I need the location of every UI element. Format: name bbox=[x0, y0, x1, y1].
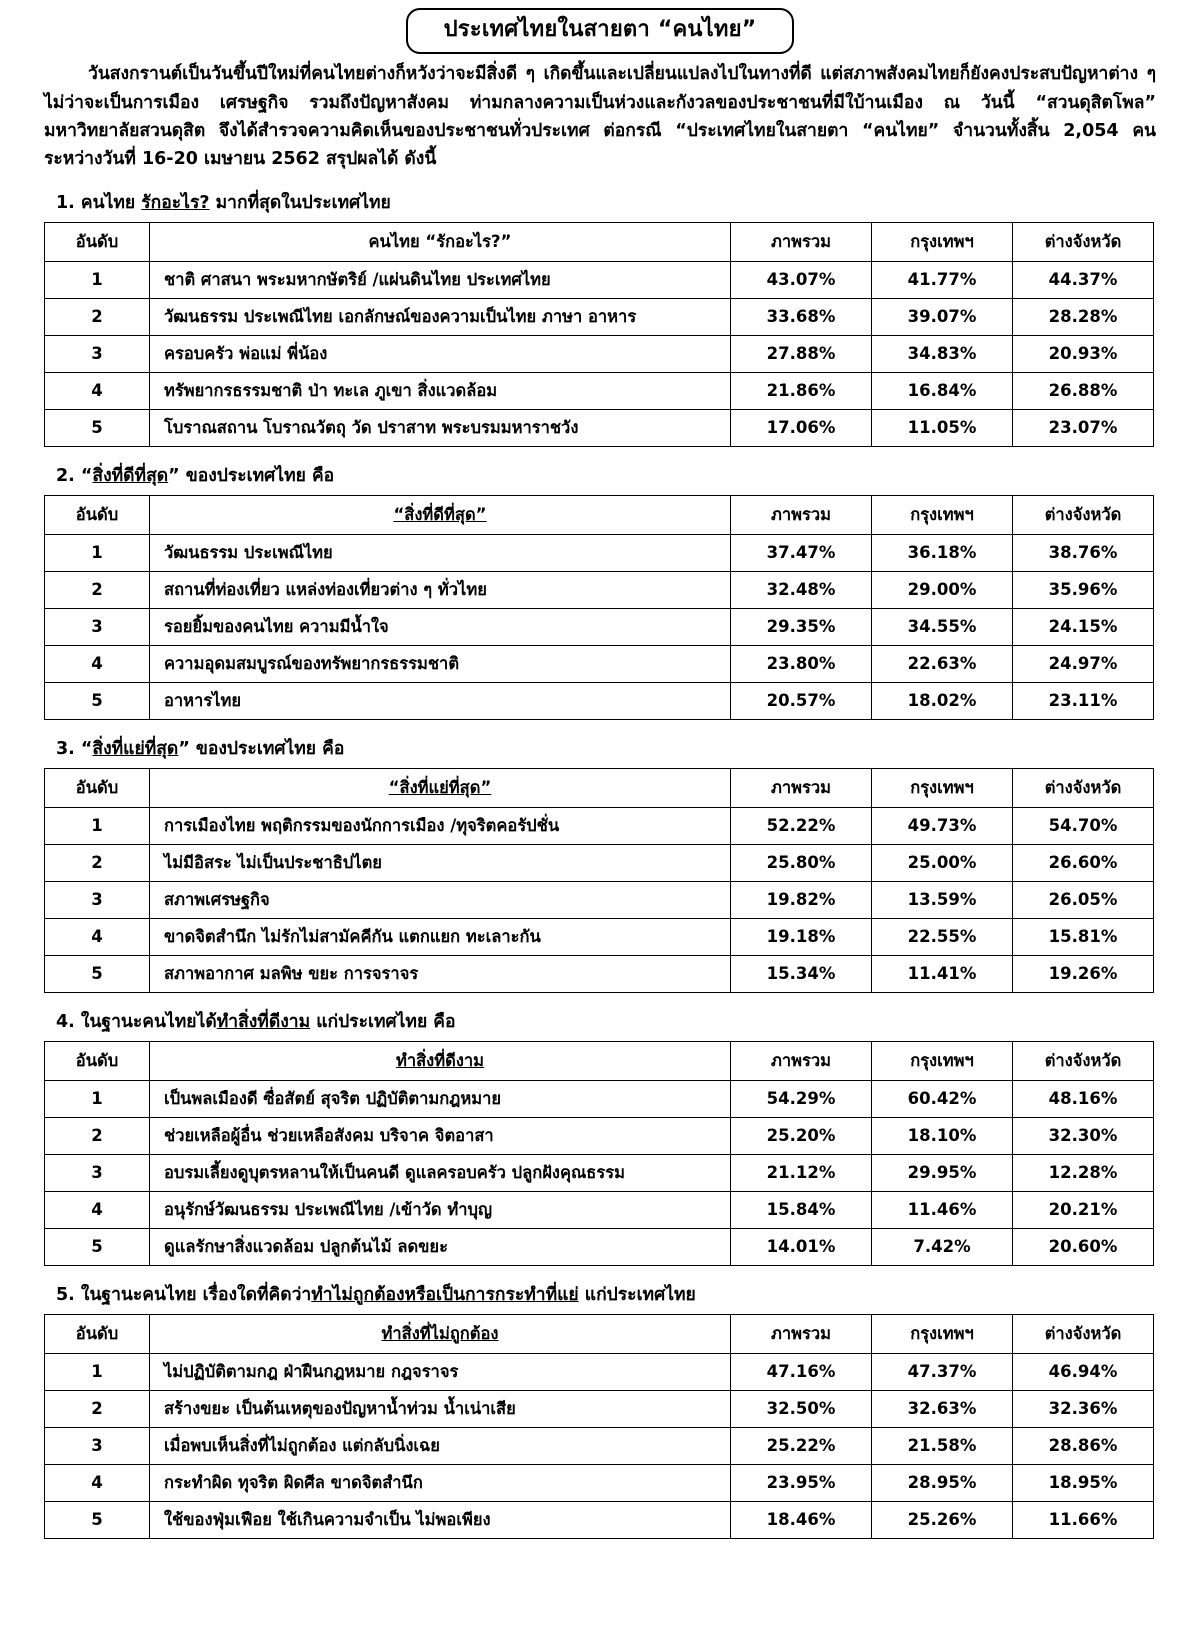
cell-provinces: 48.16% bbox=[1013, 1080, 1154, 1117]
cell-bangkok: 32.63% bbox=[872, 1390, 1013, 1427]
cell-overall: 32.48% bbox=[731, 571, 872, 608]
cell-provinces: 24.97% bbox=[1013, 645, 1154, 682]
cell-rank: 1 bbox=[45, 534, 150, 571]
cell-provinces: 26.60% bbox=[1013, 844, 1154, 881]
column-header-rank: อันดับ bbox=[45, 222, 150, 261]
cell-item: สภาพอากาศ มลพิษ ขยะ การจราจร bbox=[150, 955, 731, 992]
cell-provinces: 12.28% bbox=[1013, 1154, 1154, 1191]
cell-rank: 4 bbox=[45, 1464, 150, 1501]
column-header-rank: อันดับ bbox=[45, 495, 150, 534]
cell-provinces: 28.86% bbox=[1013, 1427, 1154, 1464]
cell-item: ไม่มีอิสระ ไม่เป็นประชาธิปไตย bbox=[150, 844, 731, 881]
cell-item: ดูแลรักษาสิ่งแวดล้อม ปลูกต้นไม้ ลดขยะ bbox=[150, 1228, 731, 1265]
cell-bangkok: 16.84% bbox=[872, 372, 1013, 409]
cell-overall: 17.06% bbox=[731, 409, 872, 446]
table-row bbox=[45, 372, 1154, 409]
cell-provinces: 19.26% bbox=[1013, 955, 1154, 992]
cell-rank: 5 bbox=[45, 1228, 150, 1265]
section-heading-prefix: 5. ในฐานะคนไทย เรื่องใดที่คิดว่า bbox=[56, 1284, 312, 1305]
table-row bbox=[45, 645, 1154, 682]
section-heading-keyword: ทำสิ่งที่ดีงาม bbox=[216, 1011, 311, 1032]
cell-bangkok: 11.46% bbox=[872, 1191, 1013, 1228]
section-heading-keyword: สิ่งที่ดีที่สุด bbox=[92, 465, 169, 486]
poll-table-2 bbox=[44, 495, 1154, 720]
cell-overall: 23.95% bbox=[731, 1464, 872, 1501]
cell-overall: 43.07% bbox=[731, 261, 872, 298]
cell-rank: 3 bbox=[45, 1154, 150, 1191]
intro-paragraph: วันสงกรานต์เป็นวันขึ้นปีใหม่ที่คนไทยต่างก็หวังว่าจะมีสิ่งดี ๆ เกิดขึ้นและเปลี่ยนแปลงไปในทางที่ดี แต่สภาพสังคมไทยก็ยังคงประสบปัญหาต่าง ๆ ไม่ว่าจะเป็นการเมือง เศรษฐกิจ รวมถึงปัญหาสังคม ท่ามกลางความเป็นห่วงและกังวลของประชาชนที่มีใบ้านเมือง ณ วันนี้ “สวนดุสิตโพล” มหาวิทยาลัยสวนดุสิต จึงได้สำรวจความคิดเห็นของประชาชนทั่วประเทศ ต่อกรณี “ประเทศไทยในสายตา “คนไทย” จำนวนทั้งสิ้น 2,054 คน ระหว่างวันที่ 16-20 เมษายน 2562 สรุปผลได้ ดังนี้ bbox=[44, 64, 1156, 170]
table-header-row bbox=[45, 1314, 1154, 1353]
cell-rank: 1 bbox=[45, 1080, 150, 1117]
cell-overall: 47.16% bbox=[731, 1353, 872, 1390]
table-row bbox=[45, 1390, 1154, 1427]
cell-overall: 21.86% bbox=[731, 372, 872, 409]
section-heading-keyword: ทำไม่ถูกต้องหรือเป็นการกระทำที่แย่ bbox=[311, 1284, 579, 1305]
section-heading-1 bbox=[56, 188, 1200, 216]
poll-table-5 bbox=[44, 1314, 1154, 1539]
cell-overall: 33.68% bbox=[731, 298, 872, 335]
cell-provinces: 38.76% bbox=[1013, 534, 1154, 571]
column-header-rank: อันดับ bbox=[45, 1314, 150, 1353]
table-row bbox=[45, 1353, 1154, 1390]
cell-rank: 4 bbox=[45, 645, 150, 682]
cell-rank: 5 bbox=[45, 1501, 150, 1538]
cell-item: กระทำผิด ทุจริต ผิดศีล ขาดจิตสำนึก bbox=[150, 1464, 731, 1501]
cell-item: ครอบครัว พ่อแม่ พี่น้อง bbox=[150, 335, 731, 372]
cell-provinces: 26.88% bbox=[1013, 372, 1154, 409]
table-row bbox=[45, 534, 1154, 571]
column-header-item: “สิ่งที่แย่ที่สุด” bbox=[150, 768, 731, 807]
cell-provinces: 32.36% bbox=[1013, 1390, 1154, 1427]
cell-rank: 1 bbox=[45, 261, 150, 298]
cell-item: ใช้ของฟุ่มเฟือย ใช้เกินความจำเป็น ไม่พอเพียง bbox=[150, 1501, 731, 1538]
table-row bbox=[45, 1427, 1154, 1464]
cell-overall: 25.80% bbox=[731, 844, 872, 881]
cell-item: ชาติ ศาสนา พระมหากษัตริย์ /แผ่นดินไทย ประเทศไทย bbox=[150, 261, 731, 298]
cell-rank: 2 bbox=[45, 844, 150, 881]
table-row bbox=[45, 844, 1154, 881]
section-heading-suffix: ” ของประเทศไทย คือ bbox=[178, 738, 345, 759]
column-header-item: คนไทย “รักอะไร?” bbox=[150, 222, 731, 261]
table-row bbox=[45, 409, 1154, 446]
cell-rank: 1 bbox=[45, 807, 150, 844]
poll-table-1 bbox=[44, 222, 1154, 447]
cell-item: ความอุดมสมบูรณ์ของทรัพยากรธรรมชาติ bbox=[150, 645, 731, 682]
table-row bbox=[45, 571, 1154, 608]
cell-overall: 25.20% bbox=[731, 1117, 872, 1154]
cell-bangkok: 49.73% bbox=[872, 807, 1013, 844]
table-row bbox=[45, 955, 1154, 992]
cell-rank: 3 bbox=[45, 335, 150, 372]
section-heading-prefix: 1. คนไทย bbox=[56, 192, 142, 213]
cell-overall: 14.01% bbox=[731, 1228, 872, 1265]
cell-bangkok: 7.42% bbox=[872, 1228, 1013, 1265]
cell-provinces: 18.95% bbox=[1013, 1464, 1154, 1501]
cell-overall: 19.18% bbox=[731, 918, 872, 955]
cell-item: อบรมเลี้ยงดูบุตรหลานให้เป็นคนดี ดูแลครอบครัว ปลูกฝังคุณธรรม bbox=[150, 1154, 731, 1191]
section-heading-2 bbox=[56, 461, 1200, 489]
section-heading-suffix: แก่ประเทศไทย bbox=[578, 1284, 696, 1305]
table-row bbox=[45, 1117, 1154, 1154]
cell-overall: 29.35% bbox=[731, 608, 872, 645]
cell-provinces: 26.05% bbox=[1013, 881, 1154, 918]
section-heading-3 bbox=[56, 734, 1200, 762]
cell-rank: 4 bbox=[45, 918, 150, 955]
cell-rank: 3 bbox=[45, 881, 150, 918]
cell-provinces: 15.81% bbox=[1013, 918, 1154, 955]
cell-item: สถานที่ท่องเที่ยว แหล่งท่องเที่ยวต่าง ๆ ทั่วไทย bbox=[150, 571, 731, 608]
cell-rank: 2 bbox=[45, 571, 150, 608]
column-header-rank: อันดับ bbox=[45, 768, 150, 807]
cell-provinces: 35.96% bbox=[1013, 571, 1154, 608]
table-row bbox=[45, 1464, 1154, 1501]
cell-item: ช่วยเหลือผู้อื่น ช่วยเหลือสังคม บริจาค จิตอาสา bbox=[150, 1117, 731, 1154]
cell-item: เมื่อพบเห็นสิ่งที่ไม่ถูกต้อง แต่กลับนิ่งเฉย bbox=[150, 1427, 731, 1464]
table-row bbox=[45, 1228, 1154, 1265]
cell-provinces: 44.37% bbox=[1013, 261, 1154, 298]
cell-overall: 20.57% bbox=[731, 682, 872, 719]
cell-item: ทรัพยากรธรรมชาติ ป่า ทะเล ภูเขา สิ่งแวดล้อม bbox=[150, 372, 731, 409]
cell-item: อาหารไทย bbox=[150, 682, 731, 719]
column-header-item: ทำสิ่งที่ดีงาม bbox=[150, 1041, 731, 1080]
section-heading-prefix: 4. ในฐานะคนไทยได้ bbox=[56, 1011, 217, 1032]
cell-overall: 21.12% bbox=[731, 1154, 872, 1191]
section-heading-5 bbox=[56, 1280, 1200, 1308]
title-container bbox=[0, 8, 1200, 54]
column-header-rank: อันดับ bbox=[45, 1041, 150, 1080]
table-row bbox=[45, 335, 1154, 372]
column-header-bangkok: กรุงเทพฯ bbox=[872, 222, 1013, 261]
cell-bangkok: 18.02% bbox=[872, 682, 1013, 719]
column-header-overall: ภาพรวม bbox=[731, 1314, 872, 1353]
cell-bangkok: 34.83% bbox=[872, 335, 1013, 372]
column-header-bangkok: กรุงเทพฯ bbox=[872, 1041, 1013, 1080]
column-header-overall: ภาพรวม bbox=[731, 768, 872, 807]
section-heading-prefix: 3. “ bbox=[56, 738, 93, 759]
cell-provinces: 46.94% bbox=[1013, 1353, 1154, 1390]
cell-bangkok: 47.37% bbox=[872, 1353, 1013, 1390]
table-row bbox=[45, 1191, 1154, 1228]
cell-provinces: 32.30% bbox=[1013, 1117, 1154, 1154]
cell-item: สภาพเศรษฐกิจ bbox=[150, 881, 731, 918]
column-header-bangkok: กรุงเทพฯ bbox=[872, 495, 1013, 534]
cell-bangkok: 34.55% bbox=[872, 608, 1013, 645]
cell-bangkok: 11.05% bbox=[872, 409, 1013, 446]
cell-bangkok: 60.42% bbox=[872, 1080, 1013, 1117]
column-header-bangkok: กรุงเทพฯ bbox=[872, 1314, 1013, 1353]
cell-item: อนุรักษ์วัฒนธรรม ประเพณีไทย /เข้าวัด ทำบุญ bbox=[150, 1191, 731, 1228]
cell-rank: 3 bbox=[45, 608, 150, 645]
section-heading-suffix: มากที่สุดในประเทศไทย bbox=[209, 192, 391, 213]
cell-bangkok: 21.58% bbox=[872, 1427, 1013, 1464]
cell-item: ไม่ปฏิบัติตามกฎ ฝ่าฝืนกฎหมาย กฎจราจร bbox=[150, 1353, 731, 1390]
cell-provinces: 28.28% bbox=[1013, 298, 1154, 335]
cell-rank: 1 bbox=[45, 1353, 150, 1390]
column-header-overall: ภาพรวม bbox=[731, 222, 872, 261]
section-heading-suffix: ” ของประเทศไทย คือ bbox=[168, 465, 335, 486]
document-page bbox=[0, 8, 1200, 1539]
cell-item: สร้างขยะ เป็นต้นเหตุของปัญหาน้ำท่วม น้ำเน่าเสีย bbox=[150, 1390, 731, 1427]
cell-rank: 5 bbox=[45, 682, 150, 719]
cell-bangkok: 11.41% bbox=[872, 955, 1013, 992]
cell-overall: 19.82% bbox=[731, 881, 872, 918]
page-title: ประเทศไทยในสายตา “คนไทย” bbox=[406, 8, 795, 54]
cell-overall: 52.22% bbox=[731, 807, 872, 844]
cell-bangkok: 41.77% bbox=[872, 261, 1013, 298]
cell-item: ขาดจิตสำนึก ไม่รักไม่สามัคคีกัน แตกแยก ทะเลาะกัน bbox=[150, 918, 731, 955]
column-header-provinces: ต่างจังหวัด bbox=[1013, 495, 1154, 534]
cell-item: เป็นพลเมืองดี ซื่อสัตย์ สุจริต ปฏิบัติตามกฎหมาย bbox=[150, 1080, 731, 1117]
column-header-provinces: ต่างจังหวัด bbox=[1013, 222, 1154, 261]
table-row bbox=[45, 881, 1154, 918]
table-row bbox=[45, 918, 1154, 955]
poll-table-3 bbox=[44, 768, 1154, 993]
cell-rank: 3 bbox=[45, 1427, 150, 1464]
cell-provinces: 20.60% bbox=[1013, 1228, 1154, 1265]
cell-overall: 15.34% bbox=[731, 955, 872, 992]
cell-item: วัฒนธรรม ประเพณีไทย bbox=[150, 534, 731, 571]
cell-rank: 2 bbox=[45, 1117, 150, 1154]
cell-provinces: 23.11% bbox=[1013, 682, 1154, 719]
table-row bbox=[45, 1080, 1154, 1117]
cell-item: การเมืองไทย พฤติกรรมของนักการเมือง /ทุจริตคอรัปชั่น bbox=[150, 807, 731, 844]
cell-rank: 4 bbox=[45, 1191, 150, 1228]
column-header-overall: ภาพรวม bbox=[731, 495, 872, 534]
cell-item: รอยยิ้มของคนไทย ความมีน้ำใจ bbox=[150, 608, 731, 645]
section-heading-4 bbox=[56, 1007, 1200, 1035]
table-row bbox=[45, 298, 1154, 335]
cell-bangkok: 22.63% bbox=[872, 645, 1013, 682]
table-header-row bbox=[45, 768, 1154, 807]
cell-bangkok: 25.00% bbox=[872, 844, 1013, 881]
section-heading-keyword: สิ่งที่แย่ที่สุด bbox=[92, 738, 179, 759]
column-header-overall: ภาพรวม bbox=[731, 1041, 872, 1080]
cell-item: วัฒนธรรม ประเพณีไทย เอกลักษณ์ของความเป็นไทย ภาษา อาหาร bbox=[150, 298, 731, 335]
cell-overall: 32.50% bbox=[731, 1390, 872, 1427]
poll-table-4 bbox=[44, 1041, 1154, 1266]
cell-rank: 5 bbox=[45, 409, 150, 446]
cell-item: โบราณสถาน โบราณวัตถุ วัด ปราสาท พระบรมมหาราชวัง bbox=[150, 409, 731, 446]
column-header-item: ทำสิ่งที่ไม่ถูกต้อง bbox=[150, 1314, 731, 1353]
cell-rank: 4 bbox=[45, 372, 150, 409]
cell-overall: 15.84% bbox=[731, 1191, 872, 1228]
cell-overall: 23.80% bbox=[731, 645, 872, 682]
column-header-item: “สิ่งที่ดีที่สุด” bbox=[150, 495, 731, 534]
cell-overall: 54.29% bbox=[731, 1080, 872, 1117]
table-row bbox=[45, 261, 1154, 298]
cell-rank: 2 bbox=[45, 298, 150, 335]
table-row bbox=[45, 1154, 1154, 1191]
column-header-bangkok: กรุงเทพฯ bbox=[872, 768, 1013, 807]
cell-overall: 18.46% bbox=[731, 1501, 872, 1538]
table-header-row bbox=[45, 495, 1154, 534]
cell-bangkok: 25.26% bbox=[872, 1501, 1013, 1538]
cell-bangkok: 36.18% bbox=[872, 534, 1013, 571]
column-header-provinces: ต่างจังหวัด bbox=[1013, 1041, 1154, 1080]
cell-bangkok: 18.10% bbox=[872, 1117, 1013, 1154]
cell-bangkok: 29.95% bbox=[872, 1154, 1013, 1191]
cell-bangkok: 13.59% bbox=[872, 881, 1013, 918]
cell-provinces: 20.93% bbox=[1013, 335, 1154, 372]
cell-bangkok: 22.55% bbox=[872, 918, 1013, 955]
cell-bangkok: 39.07% bbox=[872, 298, 1013, 335]
cell-overall: 27.88% bbox=[731, 335, 872, 372]
column-header-provinces: ต่างจังหวัด bbox=[1013, 1314, 1154, 1353]
cell-bangkok: 29.00% bbox=[872, 571, 1013, 608]
table-header-row bbox=[45, 1041, 1154, 1080]
sections-container bbox=[0, 188, 1200, 1539]
section-heading-prefix: 2. “ bbox=[56, 465, 93, 486]
section-heading-suffix: แก่ประเทศไทย คือ bbox=[310, 1011, 456, 1032]
cell-provinces: 54.70% bbox=[1013, 807, 1154, 844]
cell-overall: 25.22% bbox=[731, 1427, 872, 1464]
table-header-row bbox=[45, 222, 1154, 261]
column-header-provinces: ต่างจังหวัด bbox=[1013, 768, 1154, 807]
cell-provinces: 20.21% bbox=[1013, 1191, 1154, 1228]
cell-rank: 5 bbox=[45, 955, 150, 992]
cell-provinces: 24.15% bbox=[1013, 608, 1154, 645]
table-row bbox=[45, 608, 1154, 645]
cell-bangkok: 28.95% bbox=[872, 1464, 1013, 1501]
cell-provinces: 11.66% bbox=[1013, 1501, 1154, 1538]
table-row bbox=[45, 807, 1154, 844]
section-heading-keyword: รักอะไร? bbox=[141, 192, 210, 213]
table-row bbox=[45, 1501, 1154, 1538]
cell-rank: 2 bbox=[45, 1390, 150, 1427]
cell-provinces: 23.07% bbox=[1013, 409, 1154, 446]
table-row bbox=[45, 682, 1154, 719]
cell-overall: 37.47% bbox=[731, 534, 872, 571]
